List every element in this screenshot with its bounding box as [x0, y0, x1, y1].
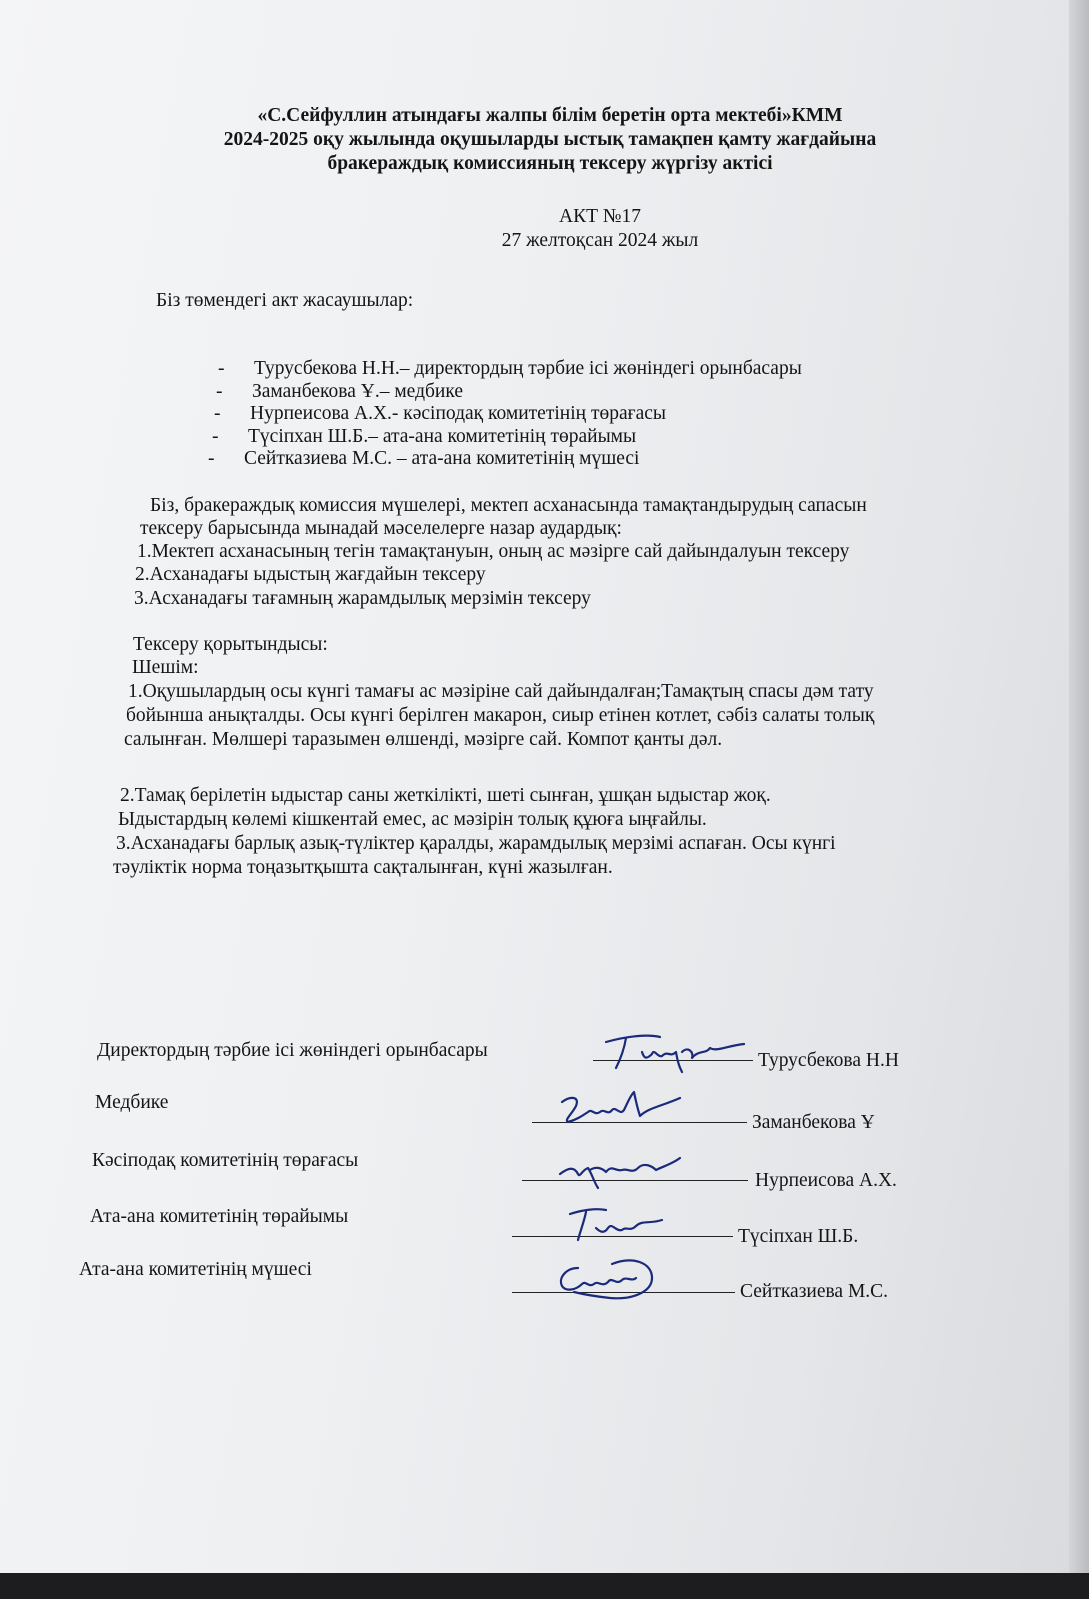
- decision-label: Шешім:: [132, 657, 199, 678]
- paragraph-line-2: тексеру барысында мынадай мәселелерге назар аудардық:: [140, 518, 622, 539]
- header-line-3: бракераждық комиссияның тексеру жүргізу актісі: [327, 153, 773, 174]
- document-header: [150, 104, 950, 176]
- table-surface: [0, 1573, 1089, 1599]
- member-item: - Нурпеисова А.Х.- кәсіподақ комитетінің төрағасы: [214, 403, 667, 424]
- member-text: Нурпеисова А.Х.- кәсіподақ комитетінің төрағасы: [250, 403, 667, 424]
- result-2-line-2: Ыдыстардың көлемі кішкентай емес, ас мәзірін толық құюға ыңғайлы.: [118, 809, 707, 830]
- page-edge: [1069, 0, 1089, 1599]
- member-item: - Заманбекова Ұ.– медбике: [216, 380, 463, 402]
- header-line-2: 2024-2025 оқу жылында оқушыларды ыстық тамақпен қамту жағдайына: [223, 129, 877, 150]
- header-line-1: «С.Сейфуллин атындағы жалпы білім беретін орта мектебі»КММ: [257, 105, 843, 126]
- member-text: Сейтказиева М.С. – ата-ана комитетінің мүшесі: [244, 448, 640, 469]
- signature-image: [598, 1028, 748, 1074]
- signature-role-nurse: Медбике: [95, 1092, 169, 1113]
- signature-role-union: Кәсіподақ комитетінің төрағасы: [92, 1150, 359, 1171]
- result-1-line-3: салынған. Мөлшері таразымен өлшенді, мәзірге сай. Компот қанты дәл.: [124, 729, 723, 750]
- members-list: [208, 358, 802, 471]
- act-block: [380, 205, 820, 253]
- intro-text: Біз төмендегі акт жасаушылар:: [156, 290, 414, 311]
- member-text: Турусбекова Н.Н.– директордың тәрбие ісі жөніндегі орынбасары: [254, 358, 802, 379]
- member-text: Заманбекова Ұ.– медбике: [252, 380, 463, 402]
- member-text: Түсіпхан Ш.Б.– ата-ана комитетінің төрайымы: [248, 425, 637, 447]
- signature-image: [566, 1202, 666, 1246]
- signature-image: [556, 1148, 684, 1192]
- paragraph-line-1: Біз, бракераждық комиссия мүшелері, мектеп асханасында тамақтандырудың сапасын: [150, 495, 867, 516]
- signature-name-director: Турусбекова Н.Н: [758, 1050, 899, 1071]
- signature-role-parents-chair: Ата-ана комитетінің төрайымы: [90, 1206, 349, 1227]
- check-item-2: 2.Асханадағы ыдыстың жағдайын тексеру: [135, 564, 486, 585]
- results-title: Тексеру қорытындысы:: [133, 634, 328, 655]
- signature-image: [556, 1086, 686, 1130]
- signature-role-parents-member: Ата-ана комитетінің мүшесі: [79, 1259, 312, 1280]
- result-3-line-2: тәуліктік норма тоңазытқышта сақталынған, күні жазылған.: [113, 857, 613, 878]
- member-item: - Түсіпхан Ш.Б.– ата-ана комитетінің төрайымы: [212, 425, 637, 447]
- signature-name-union: Нурпеисова А.Х.: [755, 1170, 897, 1191]
- signature-image: [552, 1254, 658, 1306]
- signature-name-nurse: Заманбекова Ұ: [752, 1112, 875, 1133]
- result-1-line-2: бойынша анықталды. Осы күнгі берілген макарон, сиыр етінен котлет, сәбіз салаты толық: [126, 705, 875, 726]
- result-3-line-1: 3.Асханадағы барлық азық-түліктер қаралды, жарамдылық мерзімі аспаған. Осы күнгі: [116, 833, 836, 854]
- act-number: АКТ №17: [559, 206, 641, 227]
- member-item: - Турусбекова Н.Н.– директордың тәрбие ісі жөніндегі орынбасары: [218, 358, 802, 379]
- check-item-1: 1.Мектеп асханасының тегін тамақтануын, оның ас мәзірге сай дайындалуын тексеру: [137, 541, 850, 562]
- signature-name-parents-member: Сейтказиева М.С.: [740, 1281, 889, 1302]
- check-item-3: 3.Асханадағы тағамның жарамдылық мерзімін тексеру: [134, 588, 591, 609]
- signature-role-director: Директордың тәрбие ісі жөніндегі орынбасары: [97, 1040, 488, 1061]
- result-2-line-1: 2.Тамақ берілетін ыдыстар саны жеткілікті, шеті сынған, ұшқан ыдыстар жоқ.: [120, 785, 771, 806]
- signature-name-parents-chair: Түсіпхан Ш.Б.: [738, 1226, 859, 1247]
- result-1-line-1: 1.Оқушылардың осы күнгі тамағы ас мәзіріне сай дайындалған;Тамақтың спасы дәм тату: [128, 681, 874, 702]
- act-date: 27 желтоқсан 2024 жыл: [501, 230, 699, 251]
- member-item: - Сейтказиева М.С. – ата-ана комитетінің мүшесі: [208, 448, 640, 469]
